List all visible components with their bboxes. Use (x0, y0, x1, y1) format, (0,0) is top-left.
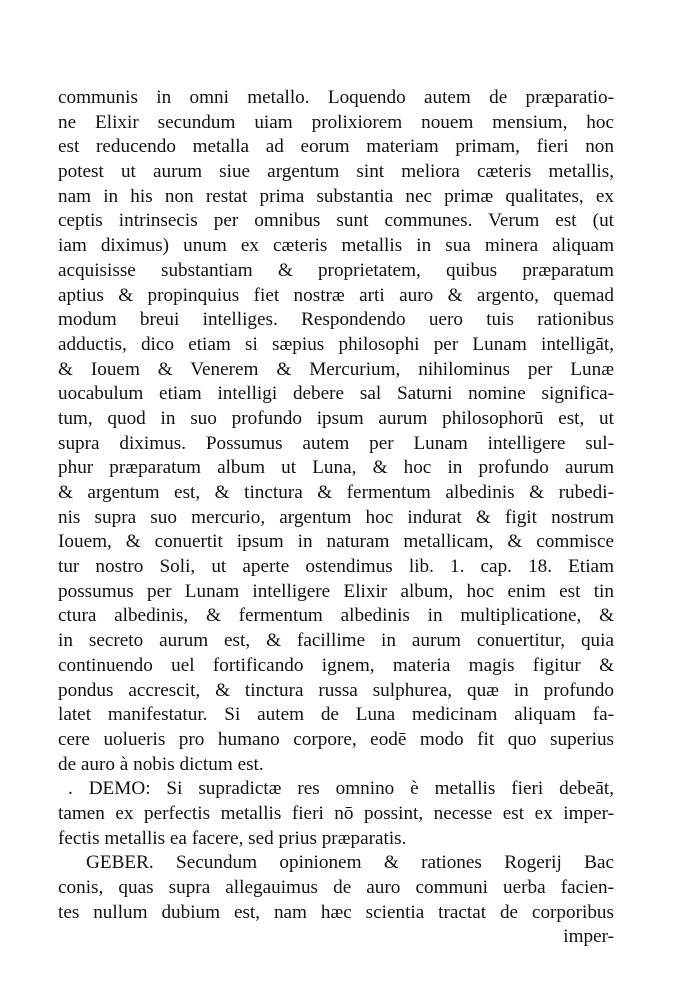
text-line: ctura albedinis, & fermentum albedinis in multiplicatione, & (58, 605, 614, 627)
text-line: supra diximus. Possumus autem per Lunam intelligere sul- (58, 432, 614, 454)
text-line: acquisisse substantiam & proprietatem, quibus præparatum (58, 259, 614, 281)
text-line: adductis, dico etiam si sæpius philosophi per Lunam intelligāt, (58, 333, 614, 355)
text-line: fectis metallis ea facere, sed prius præparatis. (58, 827, 407, 849)
text-line: Iouem, & conuertit ipsum in naturam metallicam, & commisce (58, 531, 614, 553)
text-line: nam in his non restat prima substantia nec primæ qualitates, ex (58, 185, 614, 207)
catchword: imper- (563, 926, 614, 948)
text-line: GEBER. Secundum opinionem & rationes Rogerij Bac (86, 852, 614, 874)
text-line: . DEMO: Si supradictæ res omnino è metallis fieri debeāt, (68, 778, 614, 800)
text-line: iam diximus) unum ex cæteris metallis in sua minera aliquam (58, 235, 614, 257)
text-line: & argentum est, & tinctura & fermentum albedinis & rubedi- (58, 482, 614, 503)
text-line: conis, quas supra allegauimus de auro communi uerba facien- (58, 877, 614, 898)
text-line: tes nullum dubium est, nam hæc scientia tractat de corporibus (58, 901, 614, 923)
text-line: in secreto aurum est, & facillime in aurum conuertitur, quia (58, 630, 614, 652)
text-line: potest ut aurum siue argentum sint meliora cæteris metallis, (58, 161, 614, 183)
text-line: latet manifestatur. Si autem de Luna medicinam aliquam fa- (58, 704, 614, 726)
text-line: ceptis intrinsecis per omnibus sunt communes. Verum est (ut (58, 210, 614, 232)
text-line: uocabulum etiam intelligi debere sal Saturni nomine significa- (58, 383, 614, 405)
text-line: & Iouem & Venerem & Mercurium, nihilominus per Lunæ (58, 358, 614, 380)
text-line: tum, quod in suo profundo ipsum aurum philosophorū est, ut (58, 407, 614, 429)
text-line: possumus per Lunam intelligere Elixir album, hoc enim est tin (58, 580, 614, 602)
text-line: phur præparatum album ut Luna, & hoc in profundo aurum (58, 457, 614, 479)
text-line: tamen ex perfectis metallis fieri nō possint, necesse est ex imper- (58, 802, 614, 824)
text-line: de auro à nobis dictum est. (58, 753, 264, 775)
text-line: cere uolueris pro humano corpore, eodē modo fit quo superius (58, 728, 614, 750)
text-line: est reducendo metalla ad eorum materiam primam, fieri non (58, 136, 614, 158)
page-text (58, 86, 614, 950)
text-line: modum breui intelliges. Respondendo uero tuis rationibus (58, 309, 614, 331)
text-line: communis in omni metallo. Loquendo autem de præparatio- (58, 87, 614, 108)
text-line: continuendo uel fortificando ignem, materia magis figitur & (58, 654, 614, 676)
text-line: ne Elixir secundum uiam prolixiorem nouem mensium, hoc (58, 111, 614, 133)
text-line: tur nostro Soli, ut aperte ostendimus lib. 1. cap. 18. Etiam (58, 556, 614, 578)
text-line: nis supra suo mercurio, argentum hoc indurat & figit nostrum (58, 506, 614, 528)
text-line: pondus accrescit, & tinctura russa sulphurea, quæ in profundo (58, 679, 614, 701)
text-line: aptius & propinquius fiet nostræ arti auro & argento, quemad (58, 284, 614, 306)
